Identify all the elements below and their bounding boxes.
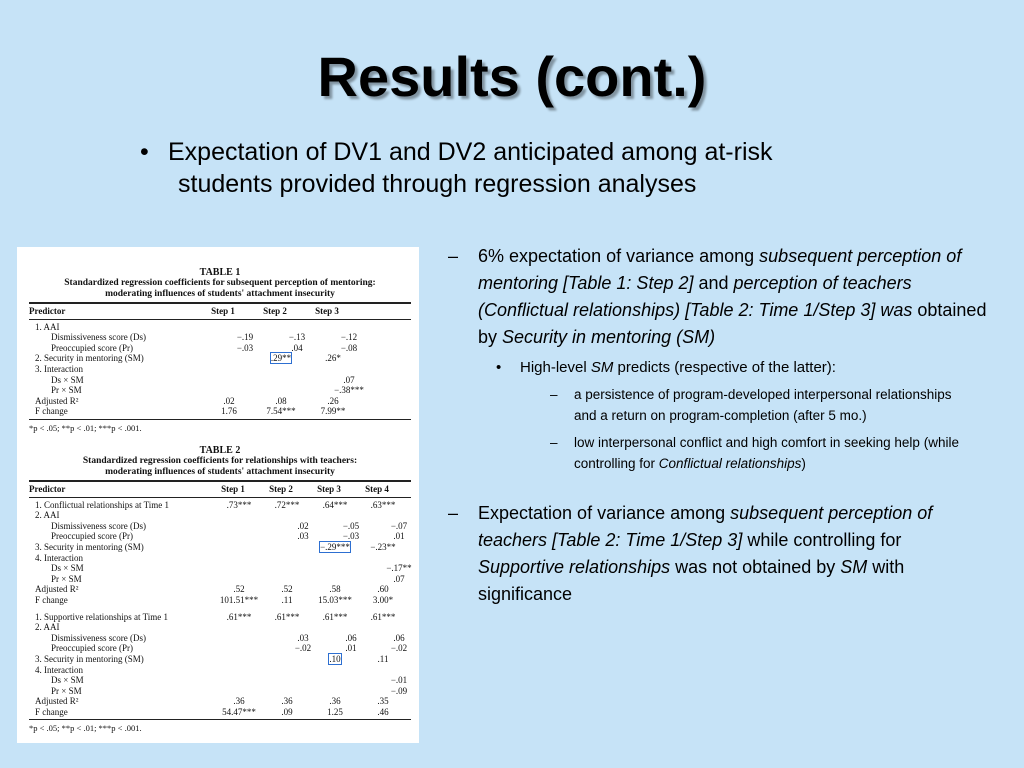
- table-cell: 15.03***: [318, 594, 352, 605]
- text: while controlling for: [742, 530, 902, 550]
- slide-title: Results (cont.): [317, 45, 707, 108]
- table-2-block-2: [29, 612, 411, 718]
- table-cell: .72***: [274, 499, 300, 510]
- table-row: [29, 654, 411, 665]
- col-header: Step 2: [263, 306, 287, 316]
- row-label: Ds × SM: [51, 675, 84, 686]
- table-cell: .35: [377, 696, 389, 707]
- table-cell: [203, 322, 255, 333]
- table-cell: −.07: [390, 520, 408, 531]
- bullet-dot: •: [496, 359, 502, 376]
- table-row: [29, 686, 411, 697]
- table-cell: [311, 665, 359, 676]
- dash-marker: –: [550, 387, 558, 402]
- table-row: [29, 375, 411, 386]
- table-cell: [203, 353, 255, 364]
- col-header: Step 3: [317, 484, 341, 494]
- table-cell: [215, 542, 263, 553]
- table-cell: .61***: [274, 611, 300, 622]
- table-cell: 7.99**: [320, 406, 346, 417]
- table-cell: [311, 510, 359, 521]
- table-row: [29, 542, 411, 553]
- table-1-header: [29, 306, 411, 317]
- table-cell: .06: [393, 632, 405, 643]
- table-cell: [263, 654, 311, 665]
- table-cell: [327, 686, 375, 697]
- table-2-header: [29, 484, 411, 495]
- table-row: [29, 595, 411, 606]
- text: a persistence of program-developed interpersonal relationships and a return on program-completion (after 5 mo.): [574, 387, 952, 423]
- row-label: Pr × SM: [51, 685, 82, 696]
- text: ): [801, 456, 806, 471]
- table-cell: [203, 364, 255, 375]
- table-cell: 1.25: [327, 706, 343, 717]
- table-row: [29, 707, 411, 718]
- table-cell: −.05: [342, 520, 360, 531]
- table-cell: −.01: [390, 675, 408, 686]
- table-2-caption-2: moderating influences of students' attachment insecurity: [105, 467, 335, 477]
- table-cell: .26: [327, 395, 339, 406]
- row-label: Preoccupied score (Pr): [51, 342, 133, 353]
- bullet-line-1: Expectation of DV1 and DV2 anticipated among at-risk: [168, 138, 773, 166]
- col-header: Step 1: [211, 306, 235, 316]
- table-cell: 3.00*: [372, 594, 394, 605]
- dash-marker: –: [448, 503, 459, 523]
- sub-sub-item-2: [550, 432, 974, 474]
- table-cell: [263, 665, 311, 676]
- text: obtained by: [478, 300, 987, 347]
- dash-marker: –: [448, 246, 459, 266]
- table-row: [29, 322, 411, 333]
- table-row: [29, 364, 411, 375]
- table-cell: [311, 553, 359, 564]
- table-cell: [231, 643, 279, 654]
- table-cell: .46: [377, 706, 389, 717]
- table-cell: [231, 521, 279, 532]
- table-cell: .36: [329, 696, 341, 707]
- table-cell: 101.51***: [219, 594, 259, 605]
- table-cell: .26*: [325, 353, 341, 364]
- table-cell: [279, 686, 327, 697]
- row-label: Pr × SM: [51, 573, 82, 584]
- text: low interpersonal conflict and high comfort in seeking help (while controlling for: [574, 435, 959, 471]
- table-cell: .36: [281, 696, 293, 707]
- table-cell: [255, 364, 307, 375]
- table-cell: .01: [345, 643, 357, 654]
- text-italic: subsequent perception of mentoring [Table 1: Step 2]: [478, 246, 962, 293]
- table-cell: .61***: [226, 611, 252, 622]
- table-1-body: [29, 322, 411, 417]
- table-row: [29, 696, 411, 707]
- table-cell: [231, 675, 279, 686]
- table-cell: .73***: [226, 499, 252, 510]
- row-label: Dismissiveness score (Ds): [51, 520, 146, 531]
- table-row: [29, 553, 411, 564]
- table-row: [29, 531, 411, 542]
- table-cell: .60: [377, 584, 389, 595]
- regression-tables-image: [17, 247, 419, 743]
- table-2-caption-1: Standardized regression coefficients for relationships with teachers:: [82, 456, 358, 466]
- row-label: F change: [35, 594, 68, 605]
- text: 6% expectation of variance among: [478, 246, 760, 266]
- table-cell: .63***: [370, 499, 396, 510]
- bullet-line-2: students provided through regression analyses: [178, 170, 697, 198]
- table-cell: [231, 531, 279, 542]
- row-label: F change: [35, 406, 68, 417]
- table-cell: −.08: [340, 342, 358, 353]
- table-row: [29, 510, 411, 521]
- table-row: [29, 521, 411, 532]
- table-cell: −.23**: [370, 541, 396, 552]
- row-label: Adjusted R²: [35, 395, 79, 406]
- table-row: [29, 406, 411, 417]
- table-row: [29, 675, 411, 686]
- row-label: 4. Interaction: [35, 552, 83, 563]
- sub-bullet-1: [496, 357, 988, 378]
- table-row: [29, 574, 411, 585]
- table-2: [29, 445, 411, 733]
- row-label: 3. Security in mentoring (SM): [35, 541, 144, 552]
- table-cell: .07: [343, 374, 355, 385]
- row-label: 1. AAI: [35, 321, 60, 332]
- table-1-title: TABLE 1: [199, 267, 241, 278]
- table-cell: −.13: [288, 332, 306, 343]
- table-cell: [327, 563, 375, 574]
- table-row: [29, 633, 411, 644]
- table-cell: −.17**: [386, 563, 412, 574]
- table-cell: .11: [281, 594, 293, 605]
- table-cell: [215, 654, 263, 665]
- table-cell: [263, 542, 311, 553]
- table-cell: .08: [275, 395, 287, 406]
- table-row: [29, 584, 411, 595]
- table-row: [29, 612, 411, 623]
- col-header: Step 4: [365, 484, 389, 494]
- table-cell: .02: [297, 520, 309, 531]
- table-row: [29, 622, 411, 633]
- table-cell: .03: [297, 632, 309, 643]
- table-cell: .10: [329, 653, 341, 664]
- table-cell: [263, 553, 311, 564]
- text: and: [693, 273, 734, 293]
- table-cell: −.29***: [320, 541, 350, 552]
- table-cell: 1.76: [221, 406, 237, 417]
- table-cell: [327, 675, 375, 686]
- table-row: [29, 343, 411, 354]
- col-header: Step 3: [315, 306, 339, 316]
- table-cell: [307, 364, 359, 375]
- row-label: 3. Interaction: [35, 363, 83, 374]
- col-header: Step 1: [221, 484, 245, 494]
- table-1-caption-2: moderating influences of students' attachment insecurity: [105, 289, 335, 299]
- text-italic: SM: [840, 557, 868, 577]
- table-cell: [279, 574, 327, 585]
- text-italic: Supportive relationships: [478, 557, 671, 577]
- table-cell: .11: [377, 653, 389, 664]
- table-cell: [359, 510, 407, 521]
- text: with significance: [478, 557, 905, 604]
- table-row: [29, 385, 411, 396]
- table-row: [29, 332, 411, 343]
- table-cell: .02: [223, 395, 235, 406]
- table-cell: [359, 622, 407, 633]
- table-cell: [231, 563, 279, 574]
- bullet-dot: •: [140, 138, 149, 166]
- row-label: 3. Security in mentoring (SM): [35, 653, 144, 664]
- table-cell: −.12: [340, 332, 358, 343]
- table-cell: −.02: [294, 643, 312, 654]
- row-label: F change: [35, 706, 68, 717]
- table-row: [29, 665, 411, 676]
- table-cell: [231, 633, 279, 644]
- table-cell: −.03: [342, 531, 360, 542]
- table-cell: 54.47***: [222, 706, 256, 717]
- col-header: Predictor: [29, 306, 66, 316]
- table-cell: [219, 375, 271, 386]
- table-cell: .61***: [370, 611, 396, 622]
- col-header: Predictor: [29, 484, 66, 494]
- row-label: 2. AAI: [35, 622, 60, 633]
- table-cell: .03: [297, 531, 309, 542]
- row-label: 1. Supportive relationships at Time 1: [35, 611, 169, 622]
- result-item-2: [448, 500, 988, 608]
- table-cell: −.19: [236, 332, 254, 343]
- row-label: 4. Interaction: [35, 664, 83, 675]
- table-cell: .58: [329, 584, 341, 595]
- row-label: Pr × SM: [51, 385, 82, 396]
- table-2-block-1: [29, 500, 411, 606]
- table-cell: [279, 675, 327, 686]
- table-cell: [215, 622, 263, 633]
- row-label: Adjusted R²: [35, 696, 79, 707]
- text-italic: SM: [590, 359, 614, 376]
- table-row: [29, 643, 411, 654]
- row-label: Dismissiveness score (Ds): [51, 632, 146, 643]
- text: Expectation of variance among: [478, 503, 731, 523]
- table-cell: [271, 375, 323, 386]
- table-cell: .07: [393, 573, 405, 584]
- table-cell: .61***: [322, 611, 348, 622]
- table-cell: .01: [393, 531, 405, 542]
- table-cell: .52: [233, 584, 245, 595]
- table-cell: −.03: [236, 342, 254, 353]
- sub-sub-item-1: [550, 384, 974, 426]
- row-label: Ds × SM: [51, 374, 84, 385]
- col-header: Step 2: [269, 484, 293, 494]
- table-cell: .06: [345, 632, 357, 643]
- table-cell: 7.54***: [266, 406, 296, 417]
- row-label: Adjusted R²: [35, 584, 79, 595]
- table-cell: [263, 622, 311, 633]
- table-cell: [215, 553, 263, 564]
- row-label: Dismissiveness score (Ds): [51, 332, 146, 343]
- text-italic: perception of teachers (Conflictual relationships) [Table 2: Time 1/Step 3] was: [478, 273, 913, 320]
- row-label: Preoccupied score (Pr): [51, 531, 133, 542]
- text: High-level: [520, 359, 591, 376]
- right-column: [448, 243, 988, 608]
- table-cell: [231, 574, 279, 585]
- table-cell: [359, 553, 407, 564]
- table-row: [29, 563, 411, 574]
- row-label: 1. Conflictual relationships at Time 1: [35, 499, 169, 510]
- text-italic: subsequent perception of teachers [Table 2: Time 1/Step 3]: [478, 503, 933, 550]
- text: was not obtained by: [670, 557, 841, 577]
- text: predicts (respective of the latter):: [613, 359, 836, 376]
- table-cell: [215, 510, 263, 521]
- table-cell: [263, 510, 311, 521]
- table-cell: [215, 665, 263, 676]
- text-italic: Security in mentoring (SM): [502, 327, 716, 347]
- table-row: [29, 353, 411, 364]
- table-cell: .64***: [322, 499, 348, 510]
- table-cell: [311, 622, 359, 633]
- table-cell: [359, 665, 407, 676]
- text-italic: Conflictual relationships: [658, 456, 802, 471]
- row-label: 2. Security in mentoring (SM): [35, 353, 144, 364]
- table-cell: [255, 322, 307, 333]
- table-cell: .52: [281, 584, 293, 595]
- table-cell: .04: [291, 342, 303, 353]
- table-cell: −.02: [390, 643, 408, 654]
- table-2-note: *p < .05; **p < .01; ***p < .001.: [29, 723, 142, 734]
- dash-marker: –: [550, 435, 558, 450]
- table-1-caption-1: Standardized regression coefficients for subsequent perception of mentoring:: [64, 278, 376, 288]
- table-2-title: TABLE 2: [199, 445, 241, 456]
- main-bullet: [140, 136, 920, 200]
- table-cell: [219, 385, 271, 396]
- table-cell: .29**: [270, 353, 292, 364]
- row-label: 2. AAI: [35, 510, 60, 521]
- table-1-note: *p < .05; **p < .01; ***p < .001.: [29, 422, 142, 433]
- table-cell: −.38***: [334, 385, 364, 396]
- table-cell: [271, 385, 323, 396]
- table-cell: [231, 686, 279, 697]
- table-row: [29, 500, 411, 511]
- table-cell: [279, 563, 327, 574]
- table-cell: [327, 574, 375, 585]
- row-label: Ds × SM: [51, 563, 84, 574]
- table-cell: [307, 322, 359, 333]
- table-row: [29, 396, 411, 407]
- table-cell: .09: [281, 706, 293, 717]
- table-cell: .36: [233, 696, 245, 707]
- table-1: [29, 267, 411, 433]
- result-item-1: [448, 243, 988, 351]
- row-label: Preoccupied score (Pr): [51, 643, 133, 654]
- table-cell: −.09: [390, 685, 408, 696]
